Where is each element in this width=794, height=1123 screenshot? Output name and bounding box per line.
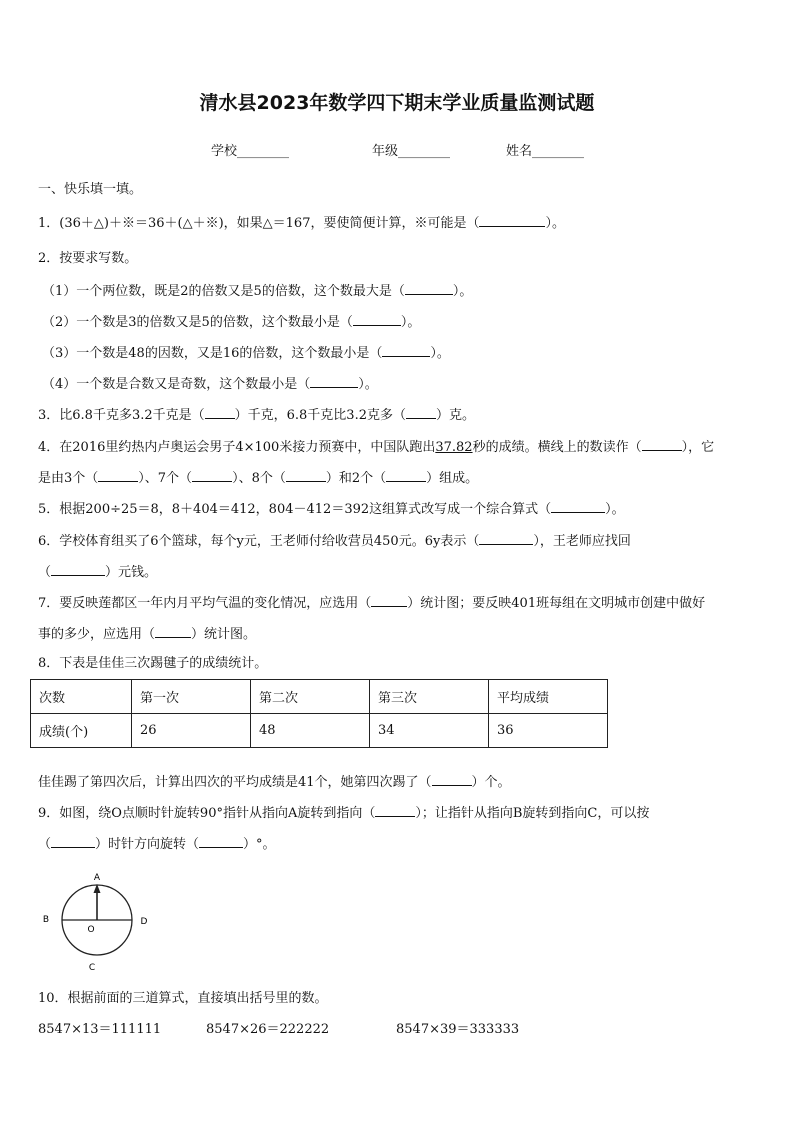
q9-text-d: ）时针方向旋转（ [95,837,200,852]
question-4-line1 [38,437,764,457]
table-cell: 34 [370,714,489,748]
q2-4-blank [310,374,358,388]
table-cell: 26 [132,714,251,748]
q4-text-c: ），它 [681,440,715,455]
name-field: 姓名________ [506,144,585,159]
q9-text-c: （ [38,837,52,852]
table-cell: 第三次 [370,680,489,714]
label-d: D [140,917,148,927]
q3-text-b: ）千克，6.8千克比3.2克多（ [234,408,406,423]
q6-text-c: （ [38,565,52,580]
q2-1-text: （1）一个两位数，既是2的倍数又是5的倍数，这个数最大是（ [42,284,405,299]
q9-text-b: ）；让指针从指向B旋转到指向C，可以按 [415,806,650,821]
q1-text: ，如果△＝167，要使简便计算，※可能是（ [223,216,480,231]
table-row [31,680,608,714]
table-cell: 第二次 [251,680,370,714]
q7-text-b: ）统计图；要反映401班每组在文明城市创建中做好 [407,596,706,611]
q7-text-d: ）统计图。 [191,627,257,642]
score-table [30,679,608,748]
q6-text-b: ），王老师应找回 [533,534,631,549]
q10-equation-3: 8547×39＝333333 [396,1022,520,1037]
q4-blank-5 [386,468,426,482]
question-2-2 [42,312,764,332]
question-2-4 [42,374,764,394]
label-c: C [88,963,96,973]
q7-text-c: 事的多少，应选用（ [38,627,156,642]
q2-3-close: ）。 [430,346,450,361]
q1-formula: (36＋△)＋※＝36＋(△＋※) [59,216,224,231]
question-6-line1 [38,531,764,551]
q7-blank-1 [371,593,407,607]
q2-2-text: （2）一个数是3的倍数又是5的倍数，这个数最小是（ [42,315,353,330]
q6-blank-1 [479,531,533,545]
q2-4-close: ）。 [358,377,378,392]
q9-blank-1 [375,803,415,817]
question-9-line1 [38,803,764,823]
q9-text-a: 9．如图，绕O点顺时针旋转90°指针从指向A旋转到指向（ [38,806,376,821]
q7-text-a: 7．要反映莲都区一年内月平均气温的变化情况，应选用（ [38,596,372,611]
q9-text-e: ）°。 [243,837,276,852]
q4-text-g: ）和2个（ [325,471,387,486]
q5-text-b: ）。 [605,502,625,517]
question-8-followup [38,772,764,792]
q6-blank-2 [51,562,105,576]
table-cell: 48 [251,714,370,748]
question-9-line2 [38,834,764,854]
page-title: 清水县2023年数学四下期末学业质量监测试题 [199,92,595,114]
q9-blank-2 [51,834,95,848]
q1-close: ）。 [545,216,565,231]
question-7-line2 [38,624,764,644]
question-4-line2 [38,468,764,488]
question-2-heading: 2．按要求写数。 [38,251,138,266]
question-8-heading: 8．下表是佳佳三次踢毽子的成绩统计。 [38,656,268,671]
q9-blank-3 [199,834,243,848]
q4-text-f: ）、8个（ [232,471,286,486]
q4-text-b: 秒的成绩。横线上的数读作（ [472,440,642,455]
question-6-line2 [38,562,764,582]
question-5 [38,499,764,519]
q2-2-close: ）。 [400,315,421,330]
label-b: B [42,915,50,925]
table-row [31,714,608,748]
question-2-3 [42,343,764,363]
table-cell: 次数 [31,680,132,714]
q1-number: 1． [38,216,60,231]
q10-equation-1: 8547×13＝111111 [38,1022,162,1037]
school-field: 学校________ [211,144,290,159]
q4-text-h: ）组成。 [426,471,479,486]
question-3 [38,405,764,425]
question-7-line1 [38,593,764,613]
q8-text-a: 佳佳踢了第四次后，计算出四次的平均成绩是41个，她第四次踢了（ [38,775,432,790]
q2-4-text: （4）一个数是合数又是奇数，这个数最小是（ [42,377,311,392]
q8-text-b: ）个。 [471,775,511,790]
q4-text-a: 4．在2016里约热内卢奥运会男子4×100米接力预赛中，中国队跑出 [38,440,436,455]
q4-blank-3 [192,468,232,482]
q5-blank [551,499,605,513]
q6-text-d: ）元钱。 [105,565,158,580]
q2-2-blank [353,312,401,326]
q6-text-a: 6．学校体育组买了6个篮球，每个y元，王老师付给收营员450元。6y表示（ [38,534,480,549]
q5-text-a: 5．根据200÷25＝8，8＋404＝412，804－412＝392这组算式改写成一个综合算式（ [38,502,552,517]
q1-blank [479,213,545,227]
label-o: O [87,925,95,935]
q4-text-d: 是由3个（ [38,471,99,486]
q3-text-c: ）克。 [435,408,475,423]
q2-1-blank [405,281,453,295]
table-cell: 第一次 [132,680,251,714]
table-cell: 36 [489,714,608,748]
q7-blank-2 [155,624,191,638]
q2-1-close: ）。 [452,284,473,299]
q4-blank-4 [286,468,326,482]
section-heading: 一、快乐填一填。 [38,182,143,197]
question-2-1 [42,281,764,301]
q8-blank [432,772,472,786]
q4-text-e: ）、7个（ [138,471,193,486]
q3-blank-2 [406,405,436,419]
q4-underlined-value: 37.82 [435,440,473,455]
grade-field: 年级________ [372,144,451,159]
q3-text-a: 3．比6.8千克多3.2千克是（ [38,408,205,423]
q4-blank-1 [642,437,682,451]
q4-blank-2 [98,468,138,482]
table-cell: 平均成绩 [489,680,608,714]
rotation-diagram [30,868,170,978]
q3-blank-1 [205,405,235,419]
question-1 [38,213,764,233]
q2-3-blank [382,343,430,357]
q2-3-text: （3）一个数是48的因数，又是16的倍数，这个数最小是（ [42,346,383,361]
question-10-heading: 10．根据前面的三道算式，直接填出括号里的数。 [38,991,328,1006]
label-a: A [93,873,101,883]
q10-equation-2: 8547×26＝222222 [206,1022,330,1037]
table-cell: 成绩(个) [31,714,132,748]
